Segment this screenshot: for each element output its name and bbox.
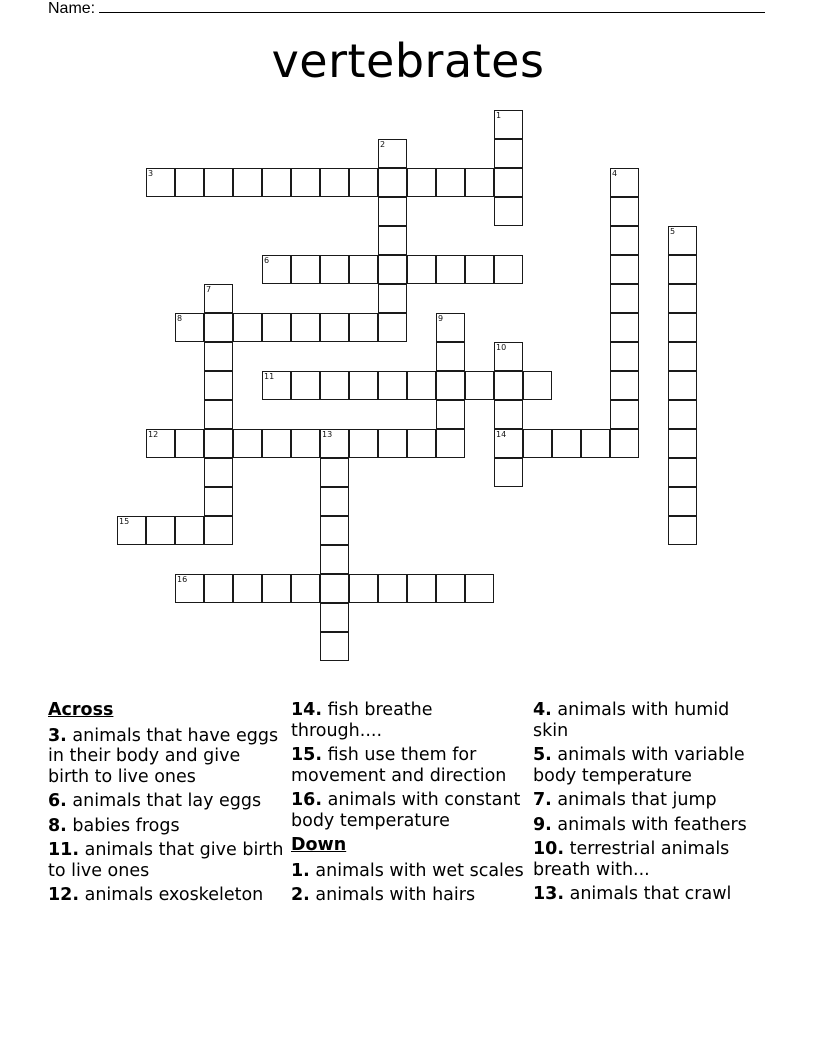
crossword-cell[interactable] <box>262 429 291 458</box>
crossword-cell[interactable] <box>204 284 233 313</box>
crossword-cell[interactable] <box>668 284 697 313</box>
clue-across-6: 6. animals that lay eggs <box>48 791 262 811</box>
crossword-cell[interactable] <box>204 429 233 458</box>
clue-down-9: 9. animals with feathers <box>533 814 747 835</box>
crossword-cell[interactable] <box>436 400 465 429</box>
clue-across-16: 16. animals with constant body temperature <box>291 790 521 831</box>
crossword-cell[interactable] <box>320 458 349 487</box>
across-heading: Across <box>48 700 114 720</box>
clue-number: 13 <box>322 430 333 439</box>
crossword-cell[interactable] <box>320 168 349 197</box>
crossword-cell[interactable] <box>262 168 291 197</box>
name-label: Name: <box>48 0 96 17</box>
clue-down-10: 10. terrestrial animals breath with... <box>533 839 730 880</box>
crossword-cell[interactable] <box>668 371 697 400</box>
crossword-cell[interactable] <box>349 313 378 342</box>
crossword-cell[interactable] <box>320 545 349 574</box>
crossword-cell[interactable] <box>465 371 494 400</box>
crossword-cell[interactable] <box>320 632 349 661</box>
crossword-cell[interactable] <box>668 487 697 516</box>
crossword-cell[interactable] <box>378 139 407 168</box>
crossword-cell[interactable] <box>581 429 610 458</box>
clue-down-4: 4. animals with humid skin <box>533 700 730 741</box>
crossword-cell[interactable] <box>349 371 378 400</box>
crossword-cell[interactable] <box>668 313 697 342</box>
crossword-cell[interactable] <box>610 371 639 400</box>
crossword-cell[interactable] <box>494 371 523 400</box>
crossword-cell[interactable] <box>610 168 639 197</box>
crossword-cell[interactable] <box>349 255 378 284</box>
crossword-cell[interactable] <box>175 429 204 458</box>
clue-down-1: 1. animals with wet scales <box>291 860 524 881</box>
crossword-cell[interactable] <box>523 429 552 458</box>
crossword-cell[interactable] <box>262 574 291 603</box>
crossword-cell[interactable] <box>378 226 407 255</box>
crossword-cell[interactable] <box>610 255 639 284</box>
crossword-cell[interactable] <box>320 487 349 516</box>
crossword-cell[interactable] <box>320 371 349 400</box>
crossword-cell[interactable] <box>291 371 320 400</box>
clue-across-12: 12. animals exoskeleton <box>48 885 264 905</box>
down-heading: Down <box>291 835 347 855</box>
crossword-cell[interactable] <box>204 313 233 342</box>
crossword-cell[interactable] <box>291 574 320 603</box>
crossword-cell[interactable] <box>320 429 349 458</box>
clue-number: 5 <box>670 227 676 236</box>
crossword-cell[interactable] <box>233 168 262 197</box>
crossword-cell[interactable] <box>610 342 639 371</box>
crossword-cell[interactable] <box>349 168 378 197</box>
clue-number: 4 <box>612 169 618 178</box>
clue-down-13: 13. animals that crawl <box>533 884 732 904</box>
crossword-cell[interactable] <box>204 371 233 400</box>
crossword-cell[interactable] <box>320 313 349 342</box>
clue-number: 9 <box>438 314 444 323</box>
crossword-cell[interactable] <box>436 255 465 284</box>
clue-number: 10 <box>496 343 507 352</box>
crossword-cell[interactable] <box>291 313 320 342</box>
clue-number: 14 <box>496 430 507 439</box>
crossword-cell[interactable] <box>436 429 465 458</box>
crossword-cell[interactable] <box>291 429 320 458</box>
crossword-cell[interactable] <box>204 487 233 516</box>
crossword-cell[interactable] <box>610 197 639 226</box>
crossword-cell[interactable] <box>494 139 523 168</box>
crossword-cell[interactable] <box>610 226 639 255</box>
crossword-cell[interactable] <box>465 255 494 284</box>
crossword-cell[interactable] <box>436 574 465 603</box>
crossword-cell[interactable] <box>146 168 175 197</box>
clue-number: 6 <box>264 256 270 265</box>
clues-column-3 <box>533 700 769 909</box>
crossword-cell[interactable] <box>494 458 523 487</box>
crossword-cell[interactable] <box>436 371 465 400</box>
crossword-cell[interactable] <box>494 342 523 371</box>
clue-across-14: 14. fish breathe through.... <box>291 700 433 741</box>
crossword-cell[interactable] <box>610 313 639 342</box>
crossword-cell[interactable] <box>668 226 697 255</box>
clue-down-7: 7. animals that jump <box>533 790 717 810</box>
crossword-cell[interactable] <box>610 429 639 458</box>
crossword-cell[interactable] <box>436 342 465 371</box>
crossword-cell[interactable] <box>378 574 407 603</box>
clue-across-8: 8. babies frogs <box>48 815 180 836</box>
crossword-cell[interactable] <box>349 574 378 603</box>
crossword-cell[interactable] <box>378 371 407 400</box>
clue-down-2: 2. animals with hairs <box>291 885 476 905</box>
crossword-cell[interactable] <box>407 429 436 458</box>
crossword-cell[interactable] <box>494 197 523 226</box>
crossword-cell[interactable] <box>610 284 639 313</box>
crossword-cell[interactable] <box>204 516 233 545</box>
crossword-cell[interactable] <box>233 574 262 603</box>
crossword-cell[interactable] <box>320 255 349 284</box>
crossword-cell[interactable] <box>204 342 233 371</box>
crossword-cell[interactable] <box>291 255 320 284</box>
crossword-cell[interactable] <box>494 400 523 429</box>
clue-across-11: 11. animals that give birth to live ones <box>48 840 284 881</box>
crossword-cell[interactable] <box>494 110 523 139</box>
crossword-cell[interactable] <box>494 429 523 458</box>
crossword-cell[interactable] <box>175 313 204 342</box>
crossword-cell[interactable] <box>262 313 291 342</box>
crossword-cell[interactable] <box>436 313 465 342</box>
clue-number: 16 <box>177 575 188 584</box>
crossword-cell[interactable] <box>407 255 436 284</box>
crossword-cell[interactable] <box>349 429 378 458</box>
crossword-cell[interactable] <box>494 168 523 197</box>
crossword-cell[interactable] <box>668 516 697 545</box>
crossword-cell[interactable] <box>378 313 407 342</box>
crossword-cell[interactable] <box>552 429 581 458</box>
clue-number: 11 <box>264 372 275 381</box>
crossword-cell[interactable] <box>378 197 407 226</box>
crossword-cell[interactable] <box>407 168 436 197</box>
clues-column-2 <box>291 700 527 910</box>
crossword-cell[interactable] <box>668 342 697 371</box>
crossword-cell[interactable] <box>378 168 407 197</box>
crossword-cell[interactable] <box>175 168 204 197</box>
clue-number: 15 <box>119 517 130 526</box>
puzzle-title: vertebrates <box>271 34 545 88</box>
crossword-cell[interactable] <box>204 458 233 487</box>
crossword-cell[interactable] <box>378 429 407 458</box>
crossword-cell[interactable] <box>494 255 523 284</box>
crossword-cell[interactable] <box>320 516 349 545</box>
crossword-cell[interactable] <box>204 400 233 429</box>
crossword-cell[interactable] <box>146 429 175 458</box>
crossword-cell[interactable] <box>465 168 494 197</box>
clue-down-5: 5. animals with variable body temperature <box>533 745 745 786</box>
crossword-cell[interactable] <box>146 516 175 545</box>
crossword-cell[interactable] <box>407 574 436 603</box>
crossword-cell[interactable] <box>175 574 204 603</box>
crossword-cell[interactable] <box>668 400 697 429</box>
crossword-cell[interactable] <box>523 371 552 400</box>
clue-number: 2 <box>380 140 386 149</box>
crossword-cell[interactable] <box>233 313 262 342</box>
clue-number: 3 <box>148 169 154 178</box>
crossword-cell[interactable] <box>668 255 697 284</box>
crossword-cell[interactable] <box>610 400 639 429</box>
clue-across-3: 3. animals that have eggs in their body and give birth to live ones <box>48 725 279 787</box>
clue-number: 1 <box>496 111 502 120</box>
clue-across-15: 15. fish use them for movement and direction <box>291 745 507 786</box>
crossword-cell[interactable] <box>233 429 262 458</box>
crossword-cell[interactable] <box>262 255 291 284</box>
crossword-cell[interactable] <box>262 371 291 400</box>
crossword-cell[interactable] <box>117 516 146 545</box>
crossword-cell[interactable] <box>378 284 407 313</box>
crossword-cell[interactable] <box>175 516 204 545</box>
crossword-cell[interactable] <box>320 574 349 603</box>
crossword-cell[interactable] <box>204 168 233 197</box>
crossword-cell[interactable] <box>320 603 349 632</box>
crossword-cell[interactable] <box>407 371 436 400</box>
crossword-cell[interactable] <box>465 574 494 603</box>
clue-number: 7 <box>206 285 212 294</box>
crossword-cell[interactable] <box>378 255 407 284</box>
crossword-cell[interactable] <box>668 458 697 487</box>
crossword-cell[interactable] <box>204 574 233 603</box>
clue-number: 8 <box>177 314 183 323</box>
clue-number: 12 <box>148 430 159 439</box>
crossword-cell[interactable] <box>436 168 465 197</box>
clues-column-1 <box>48 700 284 910</box>
crossword-cell[interactable] <box>668 429 697 458</box>
crossword-cell[interactable] <box>291 168 320 197</box>
